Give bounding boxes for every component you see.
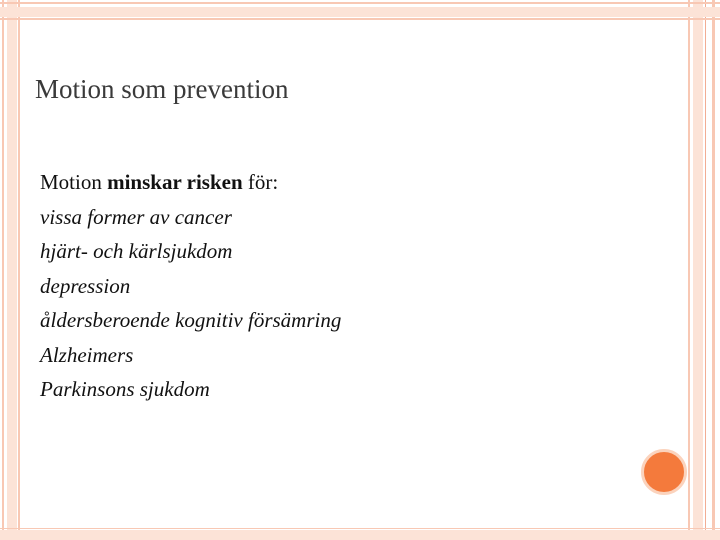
list-item: hjärt- och kärlsjukdom — [40, 239, 233, 263]
frame-stripe — [2, 0, 4, 540]
frame-stripe — [688, 0, 690, 540]
intro-line — [40, 165, 341, 200]
list-item: Parkinsons sjukdom — [40, 377, 210, 401]
frame-stripe — [0, 528, 720, 529]
intro-suffix: för: — [242, 170, 279, 194]
frame-stripe — [0, 530, 720, 540]
frame-stripe — [7, 0, 17, 540]
frame-stripe — [0, 2, 720, 4]
list-item: Alzheimers — [40, 342, 134, 367]
frame-stripe — [712, 0, 715, 540]
slide-body — [40, 165, 341, 407]
intro-prefix: Motion — [40, 170, 108, 194]
frame-stripe — [693, 0, 703, 540]
frame-stripe — [705, 0, 706, 540]
list-item: depression — [40, 273, 131, 298]
intro-emphasis: minskar risken — [107, 170, 243, 194]
slide-title: Motion som prevention — [35, 74, 289, 104]
decorative-circle-icon — [641, 449, 687, 495]
list-item: vissa former av cancer — [40, 204, 232, 229]
frame-stripe — [0, 7, 720, 17]
list-item: åldersberoende kognitiv försämring — [40, 308, 342, 332]
